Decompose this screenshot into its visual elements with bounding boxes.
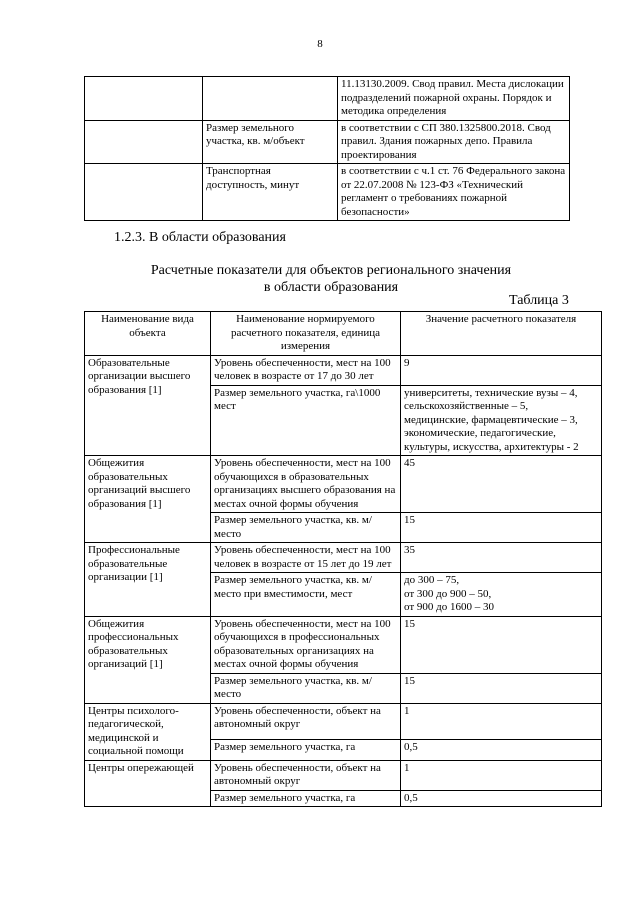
table-cell bbox=[203, 77, 338, 121]
object-name-cell: Общежития образовательных организаций высшего образования [1] bbox=[85, 456, 211, 543]
table-cell: 11.13130.2009. Свод правил. Места дислокации подразделений пожарной охраны. Порядок и методика определения bbox=[338, 77, 570, 121]
page-number: 8 bbox=[317, 38, 323, 50]
table-cell bbox=[85, 77, 203, 121]
table-title-line-1: Расчетные показатели для объектов регионального значения bbox=[150, 263, 512, 278]
table-header-row bbox=[85, 312, 602, 356]
indicator-cell: Размер земельного участка, кв. м/место при вместимости, мест bbox=[211, 573, 401, 617]
value-cell: 15 bbox=[401, 673, 602, 703]
object-name-cell: Профессиональные образовательные организации [1] bbox=[85, 543, 211, 617]
indicator-cell: Размер земельного участка, га bbox=[211, 790, 401, 807]
value-cell: 9 bbox=[401, 355, 602, 385]
indicator-cell: Уровень обеспеченности, объект на автономный округ bbox=[211, 703, 401, 740]
table-cell bbox=[85, 120, 203, 164]
value-cell: 0,5 bbox=[401, 790, 602, 807]
indicator-cell: Размер земельного участка, га bbox=[211, 740, 401, 760]
indicator-cell: Размер земельного участка, га\1000 мест bbox=[211, 385, 401, 456]
value-cell: 15 bbox=[401, 616, 602, 673]
object-name-cell: Центры психолого-педагогической, медицинской и социальной помощи bbox=[85, 703, 211, 760]
table-cell bbox=[85, 164, 203, 221]
table-row bbox=[85, 355, 602, 385]
table-label: Таблица 3 bbox=[509, 293, 569, 308]
header-value: Значение расчетного показателя bbox=[401, 312, 602, 356]
section-heading: 1.2.3. В области образования bbox=[114, 230, 286, 245]
table-row bbox=[85, 120, 570, 164]
main-table bbox=[84, 311, 602, 807]
table-row bbox=[85, 616, 602, 673]
value-cell: 1 bbox=[401, 703, 602, 740]
header-object: Наименование вида объекта bbox=[85, 312, 211, 356]
value-cell: 45 bbox=[401, 456, 602, 513]
table-title-line-2: в области образования bbox=[263, 280, 399, 295]
table-row bbox=[85, 164, 570, 221]
table-row bbox=[85, 760, 602, 790]
value-cell: до 300 – 75, от 300 до 900 – 50, от 900 до 1600 – 30 bbox=[401, 573, 602, 617]
object-name-cell: Общежития профессиональных образовательных организаций [1] bbox=[85, 616, 211, 703]
table-row bbox=[85, 703, 602, 740]
indicator-cell: Уровень обеспеченности, мест на 100 обучающихся в образовательных организациях высшего образования на местах очной формы обучения bbox=[211, 456, 401, 513]
table-cell: в соответствии с СП 380.1325800.2018. Свод правил. Здания пожарных депо. Правила проектирования bbox=[338, 120, 570, 164]
indicator-cell: Уровень обеспеченности, мест на 100 обучающихся в профессиональных образовательных организациях на местах очной формы обучения bbox=[211, 616, 401, 673]
table-row bbox=[85, 77, 570, 121]
object-name-cell: Образовательные организации высшего образования [1] bbox=[85, 355, 211, 456]
value-cell: 15 bbox=[401, 513, 602, 543]
value-cell: университеты, технические вузы – 4, сельскохозяйственные – 5, медицинские, фармацевтические – 3, экономические, педагогические, культуры, искусства, архитектуры - 2 bbox=[401, 385, 602, 456]
header-indicator: Наименование нормируемого расчетного показателя, единица измерения bbox=[211, 312, 401, 356]
table-cell: в соответствии с ч.1 ст. 76 Федерального закона от 22.07.2008 № 123-ФЗ «Технический регламент о требованиях пожарной безопасности» bbox=[338, 164, 570, 221]
table-cell: Размер земельного участка, кв. м/объект bbox=[203, 120, 338, 164]
object-name-cell: Центры опережающей bbox=[85, 760, 211, 807]
indicator-cell: Уровень обеспеченности, мест на 100 человек в возрасте от 15 лет до 19 лет bbox=[211, 543, 401, 573]
table-row bbox=[85, 543, 602, 573]
indicator-cell: Размер земельного участка, кв. м/место bbox=[211, 513, 401, 543]
top-table bbox=[84, 76, 570, 221]
value-cell: 0,5 bbox=[401, 740, 602, 760]
indicator-cell: Размер земельного участка, кв. м/место bbox=[211, 673, 401, 703]
table-title bbox=[0, 262, 640, 296]
indicator-cell: Уровень обеспеченности, объект на автономный округ bbox=[211, 760, 401, 790]
table-cell: Транспортная доступность, минут bbox=[203, 164, 338, 221]
indicator-cell: Уровень обеспеченности, мест на 100 человек в возрасте от 17 до 30 лет bbox=[211, 355, 401, 385]
value-cell: 1 bbox=[401, 760, 602, 790]
table-row bbox=[85, 456, 602, 513]
value-cell: 35 bbox=[401, 543, 602, 573]
